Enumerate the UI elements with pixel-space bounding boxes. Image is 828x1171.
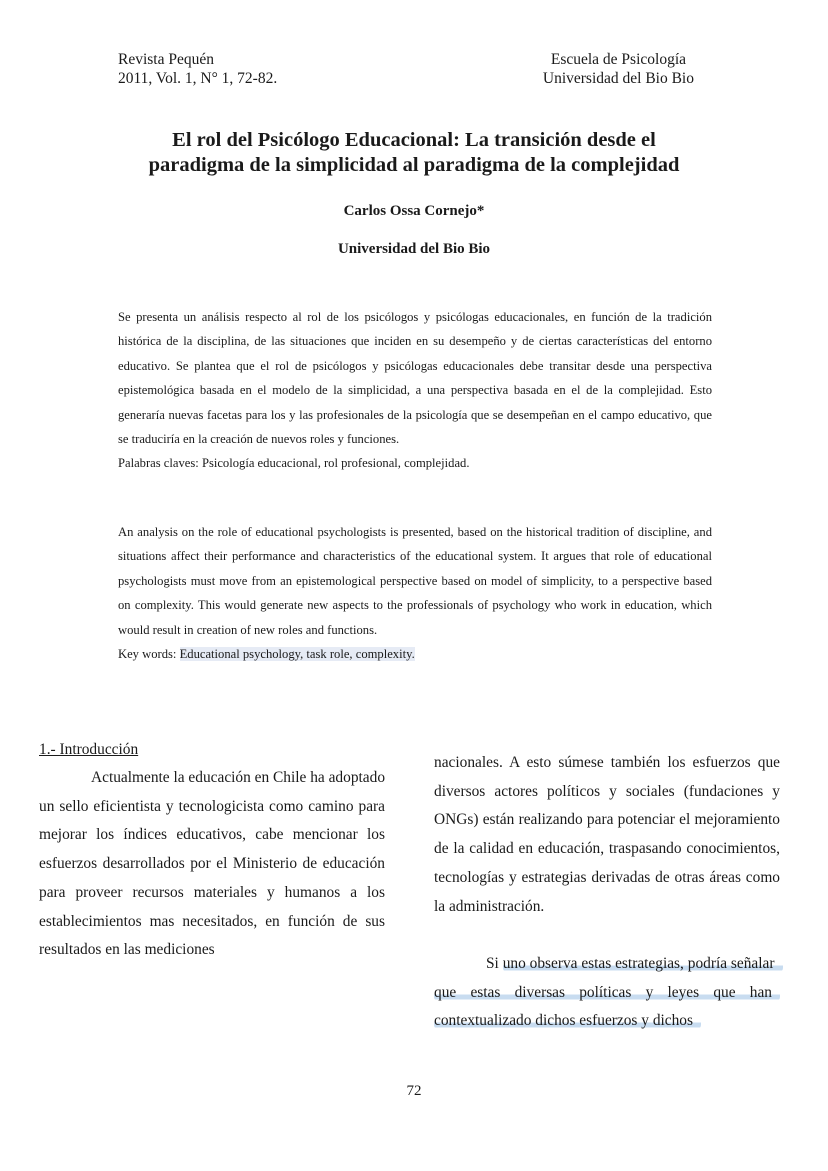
abstract-spanish-text: Se presenta un análisis respecto al rol de los psicólogos y psicólogas educacionales, en función de la tradición histórica de la disciplina, de las situaciones que inciden en su desempeño y de ciertas características del entorno educativo. Se plantea que el rol de psicólogos y psicólogas educacionales debe transitar desde una perspectiva epistemológica basada en el modelo de la simplicidad, a una perspectiva basada en el de la complejidad. Esto generaría nuevas facetas para los y las profesionales de la psicología que se desempeñan en el campo educativo, que se traduciría en la creación de nuevos roles y funciones. [118,310,712,447]
body-column-left [39,736,385,965]
keywords-spanish-label: Palabras claves: [118,456,199,471]
paragraph-spacer [434,921,780,950]
keywords-spanish-list: Psicología educacional, rol profesional, complejidad. [201,456,470,471]
institution-header [543,50,694,88]
university-name: Universidad del Bio Bio [542,70,694,87]
keywords-english [118,642,712,666]
author-affiliation: Universidad del Bio Bio [337,241,491,257]
paragraph-start-text: Si [486,954,503,972]
school-name: Escuela de Psicología [550,51,687,68]
intro-paragraph-right-2 [434,950,780,1036]
body-column-right [434,749,780,1036]
journal-citation: 2011, Vol. 1, N° 1, 72-82. [118,70,278,87]
intro-paragraph-right: nacionales. A esto súmese también los esfuerzos que diversos actores políticos y sociales (fundaciones y ONGs) están realizando para potenciar el mejoramiento de la calidad en educación, traspasando conocimientos, tecnologías y estrategias derivadas de otras áreas como la administración. [434,754,780,915]
keywords-english-label: Key words: [118,647,177,662]
title-line-2: paradigma de la simplicidad al paradigma de la complejidad [148,154,680,176]
page-number: 72 [406,1083,422,1099]
intro-paragraph-left: Actualmente la educación en Chile ha adoptado un sello eficientista y tecnologicista como camino para mejorar los índices educativos, cabe mencionar los esfuerzos desarrollados por el Ministerio de educación para proveer recursos materiales y humanos a los establecimientos mas necesitados, en función de sus resultados en las mediciones [39,769,386,959]
highlighted-passage: uno observa estas estrategias, podría señalar que estas diversas políticas y leyes que han contextualizado dichos esfuerzos y dichos [434,955,783,1029]
paper-title [100,128,728,178]
journal-name: Revista Pequén [118,51,214,68]
title-line-1: El rol del Psicólogo Educacional: La transición desde el [172,129,656,151]
author-name: Carlos Ossa Cornejo* [343,203,485,219]
abstract-english-text: An analysis on the role of educational psychologists is presented, based on the historical tradition of discipline, and situations affect their performance and characteristics of the educational system. It argues that role of educational psychologists must move from an epistemological perspective based on model of simplicity, to a perspective based on complexity. This would generate new aspects to the professionals of psychology who work in education, which would result in creation of new roles and functions. [118,525,712,637]
keywords-spanish [118,451,712,475]
abstract-spanish [118,305,712,476]
keywords-english-list-highlighted: Educational psychology, task role, complexity. [179,647,415,662]
journal-header [118,50,277,88]
section-heading-introduction: 1.- Introducción [39,741,139,758]
abstract-english [118,520,712,666]
